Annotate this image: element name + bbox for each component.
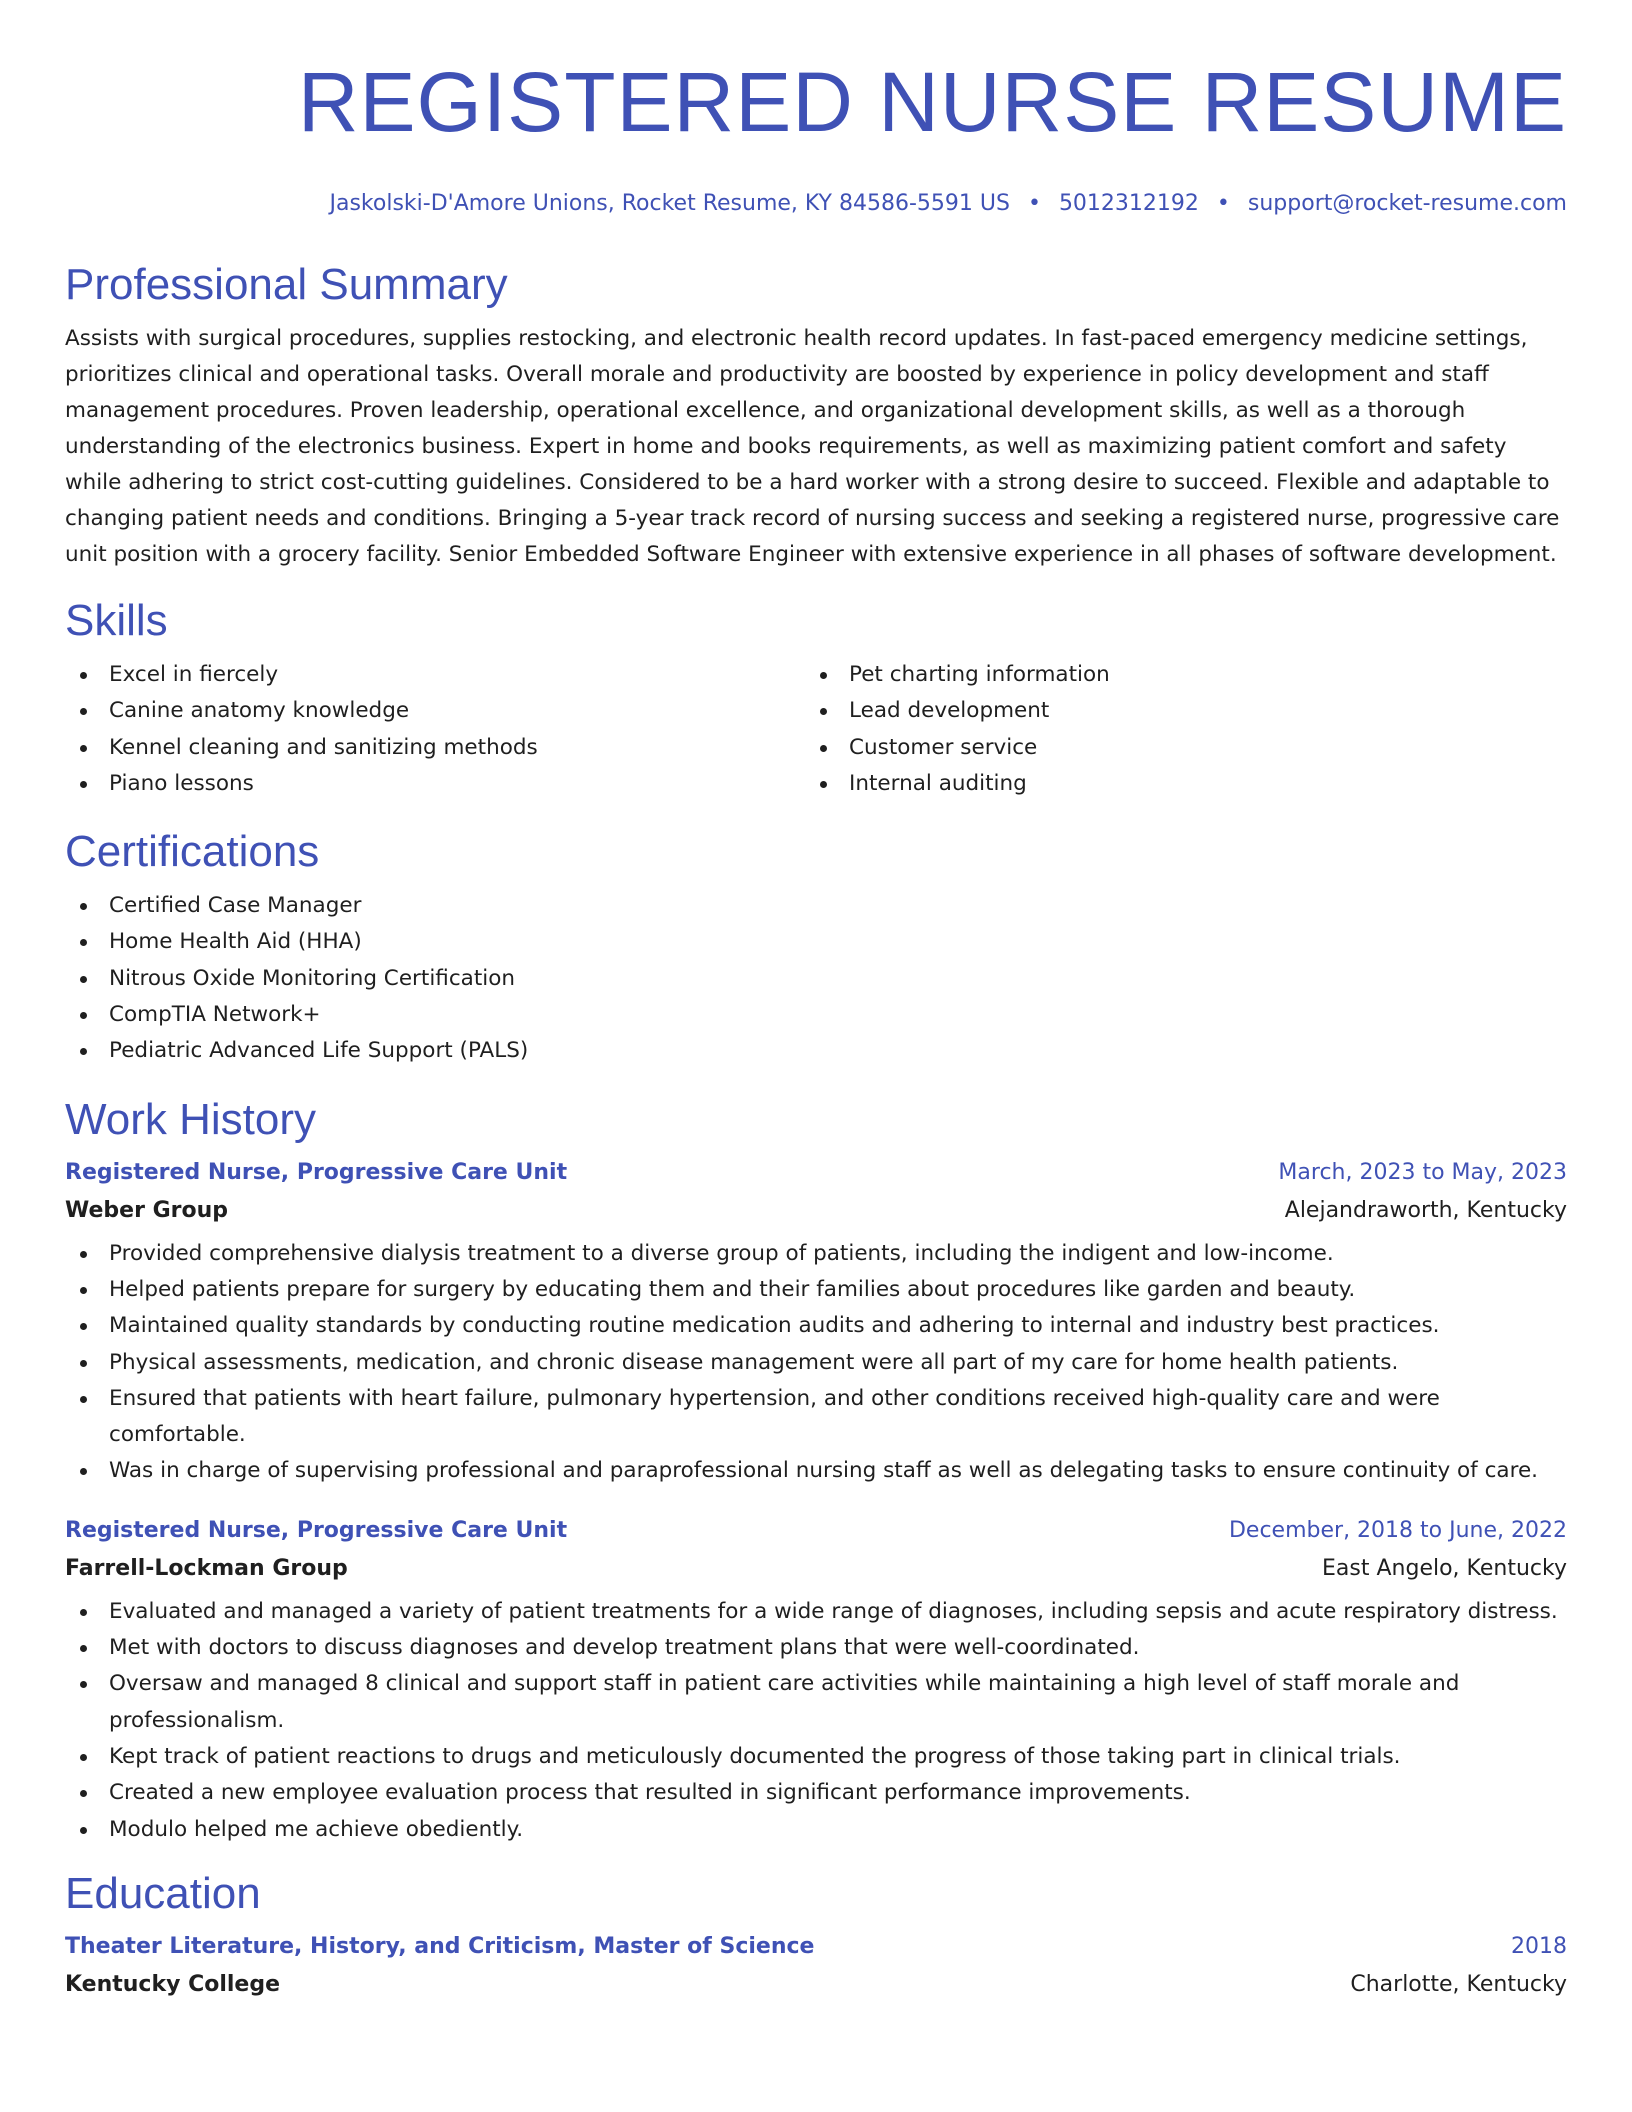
- certifications-heading: Certifications: [65, 827, 320, 877]
- education-location: Charlotte, Kentucky: [1350, 1971, 1567, 1997]
- skill-item: Internal auditing: [805, 766, 1545, 802]
- job-company: Farrell-Lockman Group: [65, 1555, 348, 1581]
- resume-title: REGISTERED NURSE RESUME: [297, 55, 1567, 149]
- job-bullet: Modulo helped me achieve obediently.: [65, 1812, 1567, 1848]
- contact-phone: 5012312192: [1058, 191, 1199, 216]
- job-bullet: Was in charge of supervising professional and paraprofessional nursing staff as well as delegating tasks to ensure continuity of care.: [65, 1453, 1567, 1489]
- skills-list: [65, 657, 1567, 802]
- job-bullet: Ensured that patients with heart failure, pulmonary hypertension, and other conditions received high-quality care and were comfortable.: [65, 1381, 1567, 1454]
- skills-heading: Skills: [65, 596, 168, 645]
- job-dates: March, 2023 to May, 2023: [1278, 1159, 1567, 1185]
- skill-item: Lead development: [805, 693, 1545, 729]
- job-bullet: Oversaw and managed 8 clinical and support staff in patient care activities while maintaining a high level of staff morale and professionalism.: [65, 1666, 1567, 1739]
- certification-item: Nitrous Oxide Monitoring Certification: [65, 961, 1567, 997]
- skill-item: Canine anatomy knowledge: [65, 693, 805, 729]
- contact-separator: •: [1027, 191, 1041, 216]
- skill-item: Customer service: [805, 730, 1545, 766]
- job-entry: [65, 1154, 1567, 1490]
- education-entry: [65, 1928, 1567, 2004]
- skill-item: Kennel cleaning and sanitizing methods: [65, 730, 805, 766]
- skill-item: Excel in fiercely: [65, 657, 805, 693]
- job-bullet: Helped patients prepare for surgery by educating them and their families about procedures like garden and beauty.: [65, 1272, 1567, 1308]
- certification-item: CompTIA Network+: [65, 997, 1567, 1033]
- job-bullet: Met with doctors to discuss diagnoses and develop treatment plans that were well-coordinated.: [65, 1630, 1567, 1666]
- contact-address: Jaskolski-D'Amore Unions, Rocket Resume, KY 84586-5591 US: [329, 191, 1010, 216]
- skills-column-left: [65, 657, 805, 802]
- skill-item: Pet charting information: [805, 657, 1545, 693]
- job-bullet: Maintained quality standards by conducting routine medication audits and adhering to internal and industry best practices.: [65, 1308, 1567, 1344]
- job-title: Registered Nurse, Progressive Care Unit: [65, 1159, 568, 1185]
- certification-item: Certified Case Manager: [65, 888, 1567, 924]
- contact-separator: •: [1216, 191, 1230, 216]
- job-bullets: [65, 1594, 1567, 1848]
- education-school: Kentucky College: [65, 1971, 281, 1997]
- certification-item: Home Health Aid (HHA): [65, 924, 1567, 960]
- education-degree: Theater Literature, History, and Criticism, Master of Science: [65, 1933, 815, 1959]
- job-bullet: Evaluated and managed a variety of patient treatments for a wide range of diagnoses, including sepsis and acute respiratory distress.: [65, 1594, 1567, 1630]
- education-heading: Education: [65, 1868, 261, 1918]
- job-title: Registered Nurse, Progressive Care Unit: [65, 1517, 568, 1543]
- education-year: 2018: [1511, 1933, 1567, 1959]
- job-bullets: [65, 1236, 1567, 1490]
- job-entry: [65, 1512, 1567, 1848]
- job-dates: December, 2018 to June, 2022: [1228, 1517, 1567, 1543]
- skills-column-right: [805, 657, 1545, 802]
- skill-item: Piano lessons: [65, 766, 805, 802]
- job-location: Alejandraworth, Kentucky: [1284, 1197, 1567, 1223]
- job-bullet: Provided comprehensive dialysis treatment to a diverse group of patients, including the indigent and low-income.: [65, 1236, 1567, 1272]
- contact-email: support@rocket-resume.com: [1247, 191, 1567, 216]
- contact-line: [65, 189, 1567, 219]
- job-company: Weber Group: [65, 1197, 229, 1223]
- certifications-list: [65, 888, 1567, 1069]
- job-bullet: Kept track of patient reactions to drugs and meticulously documented the progress of those taking part in clinical trials.: [65, 1739, 1567, 1775]
- job-bullet: Created a new employee evaluation process that resulted in significant performance improvements.: [65, 1775, 1567, 1811]
- summary-heading: Professional Summary: [65, 260, 508, 309]
- job-location: East Angelo, Kentucky: [1322, 1555, 1567, 1581]
- job-bullet: Physical assessments, medication, and chronic disease management were all part of my care for home health patients.: [65, 1345, 1567, 1381]
- summary-text: Assists with surgical procedures, supplies restocking, and electronic health record updates. In fast-paced emergency medicine settings, prioritizes clinical and operational tasks. Overall morale and productivity are boosted by experience in policy development and staff management procedures. Proven leadership, operational excellence, and organizational development skills, as well as a thorough understanding of the electronics business. Expert in home and books requirements, as well as maximizing patient comfort and safety while adhering to strict cost-cutting guidelines. Considered to be a hard worker with a strong desire to succeed. Flexible and adaptable to changing patient needs and conditions. Bringing a 5-year track record of nursing success and seeking a registered nurse, progressive care unit position with a grocery facility. Senior Embedded Software Engineer with extensive experience in all phases of software development.: [65, 326, 1560, 567]
- certification-item: Pediatric Advanced Life Support (PALS): [65, 1033, 1567, 1069]
- work-history-heading: Work History: [65, 1094, 316, 1144]
